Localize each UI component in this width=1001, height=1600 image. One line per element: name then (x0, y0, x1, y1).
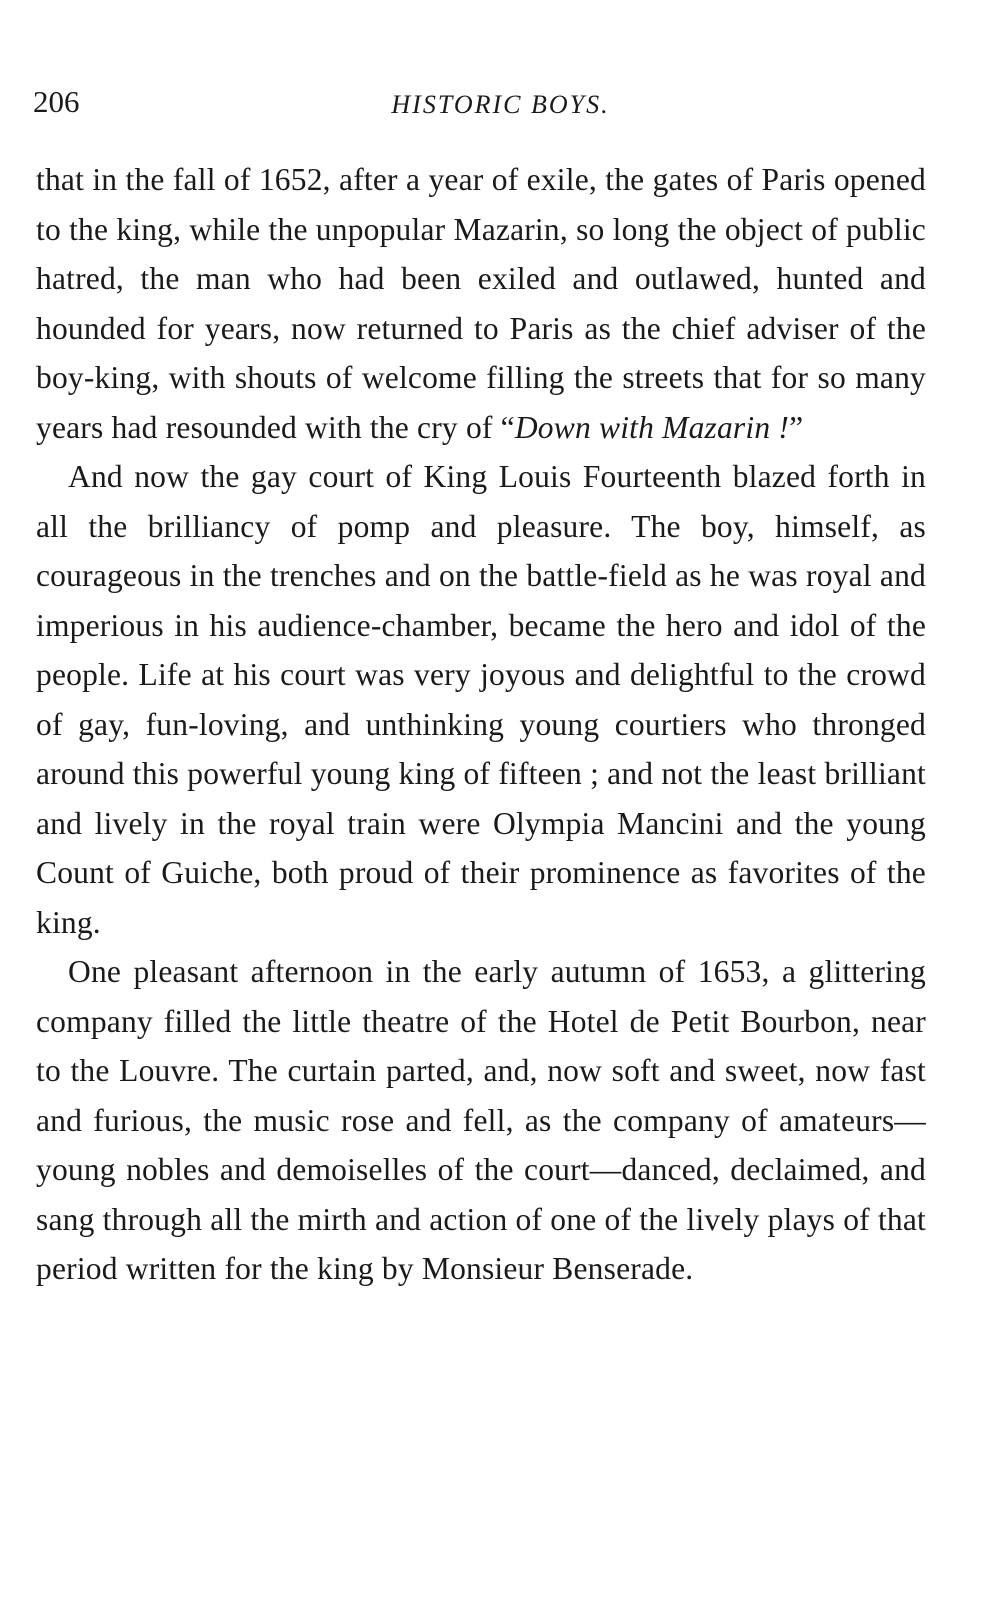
paragraph-1-closing-quote: ” (789, 409, 804, 445)
paragraph-1-text: that in the fall of 1652, after a year of exile, the gates of Paris opened to the king, while the unpopular Mazarin, so long the object of public hatred, the man who had been exiled and outlawed, hunted and hounded for years, now returned to Paris as the chief adviser of the boy-king, with shouts of welcome filling the streets that for so many years had resounded with the cry of “ (36, 162, 926, 445)
paragraph-1-italic-quote: Down with Mazarin ! (514, 409, 790, 445)
paragraph-1 (36, 155, 926, 452)
running-title: HISTORIC BOYS. (391, 90, 610, 119)
page-number: 206 (33, 84, 80, 119)
paragraph-2: And now the gay court of King Louis Fourteenth blazed forth in all the brilliancy of pomp and pleasure. The boy, himself, as courageous in the trenches and on the battle-field as he was royal and imperious in his audience-chamber, became the hero and idol of the people. Life at his court was very joyous and delightful to the crowd of gay, fun-loving, and unthinking young courtiers who thronged around this powerful young king of fifteen ; and not the least brilliant and lively in the royal train were Olympia Mancini and the young Count of Guiche, both proud of their prominence as favorites of the king. (36, 459, 926, 940)
paragraph-3: One pleasant afternoon in the early autumn of 1653, a glittering company filled the little theatre of the Hotel de Petit Bourbon, near to the Louvre. The curtain parted, and, now soft and sweet, now fast and furious, the music rose and fell, as the company of amateurs—young nobles and demoiselles of the court—danced, declaimed, and sang through all the mirth and action of one of the lively plays of that period written for the king by Monsieur Benserade. (36, 954, 926, 1286)
body-text (36, 155, 926, 1294)
